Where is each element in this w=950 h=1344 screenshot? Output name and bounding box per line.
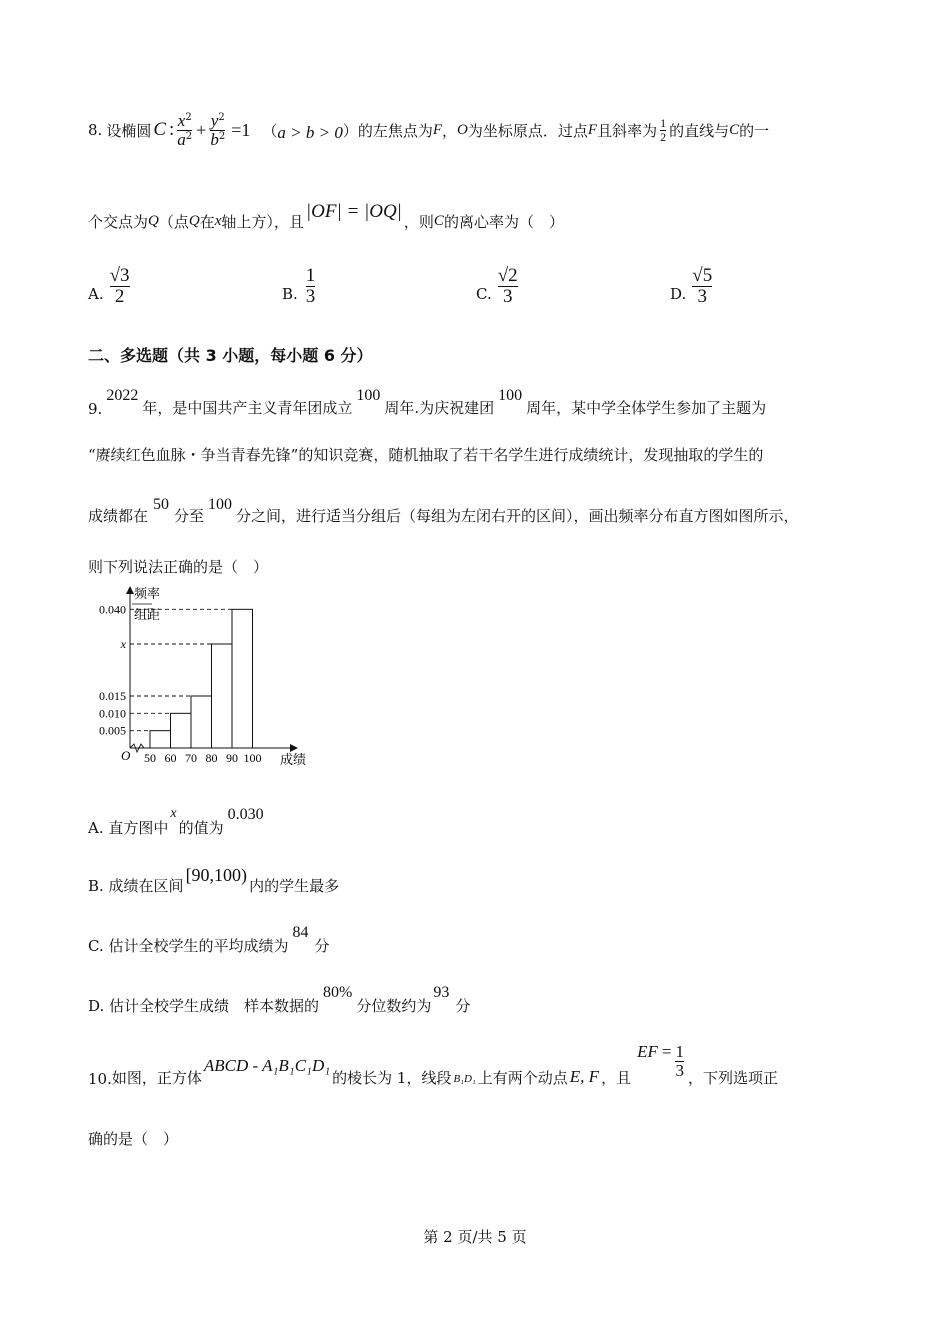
q9-n100c: 100 <box>208 496 233 513</box>
x-tick-label-1: 50 <box>144 751 156 765</box>
q9-option-a[interactable] <box>88 798 264 838</box>
q9-line1 <box>88 378 766 418</box>
y-tick-label-5: 0.040 <box>99 602 126 617</box>
q8-line2 <box>88 198 564 244</box>
q8-option-c-label: C. <box>476 285 492 303</box>
q8-option-d-den: 3 <box>697 285 707 307</box>
q10-segment: B₁D₁ <box>453 1073 476 1085</box>
q8-number: 8. <box>88 121 103 139</box>
x-axis-arrow <box>290 744 298 752</box>
q8-line2c: 在 <box>199 212 215 231</box>
q10-number: 10. <box>88 1070 112 1088</box>
q10-frac-num: 1 <box>675 1042 684 1062</box>
histogram-bar-4 <box>212 644 233 748</box>
q10-line1 <box>88 1038 778 1088</box>
q8-part1c: 且斜率为 <box>597 121 658 140</box>
q9-option-c-val: 84 <box>292 924 309 941</box>
q9-l3a: 成绩都在 <box>88 507 149 525</box>
q8-line2f: 的离心率为（ ） <box>443 212 564 231</box>
q8-options <box>88 258 808 314</box>
q8-F2: F <box>587 121 598 138</box>
y-axis-label-bottom: 组距 <box>134 607 161 622</box>
q8-option-d-label: D. <box>670 285 687 303</box>
histogram-bar-3 <box>191 696 212 748</box>
q8-option-b-den: 3 <box>305 285 316 307</box>
q9-p2: 周年.为庆祝建团 <box>384 399 495 417</box>
q8-option-d-num: √5 <box>692 264 713 286</box>
q8-lead: 设椭圆 <box>106 121 152 140</box>
q10-ef: EF <box>637 1041 658 1061</box>
q8-frac-y <box>210 112 225 149</box>
y-tick-label-1: 0.005 <box>99 723 126 738</box>
x-tick-label-4: 80 <box>205 751 218 765</box>
q8-slope-num: 1 <box>660 115 667 130</box>
q8-part1d: 的直线与 <box>669 121 730 140</box>
q9-p1: 年，是中国共产主义青年团成立 <box>142 399 353 417</box>
q8-option-b[interactable] <box>282 258 315 314</box>
q8-line2a: 个交点为 <box>88 212 149 231</box>
q9-line4: 则下列说法正确的是（ ） <box>88 558 269 576</box>
q9-option-d-pct: 80% <box>323 984 353 1001</box>
q8-option-a[interactable] <box>88 258 130 314</box>
q9-l3c: 分之间，进行适当分组后（每组为左闭右开的区间），画出频率分布直方图如图所示， <box>236 507 799 525</box>
q8-b-exp: 2 <box>218 130 226 142</box>
q9-n100a: 100 <box>356 387 381 404</box>
q8-eq-one: =1 <box>231 119 251 140</box>
q8-C2: C <box>433 212 444 229</box>
q8-x-exp: 2 <box>185 111 192 123</box>
q8-b: b <box>210 129 219 149</box>
histogram-bar-1 <box>150 731 171 748</box>
q9-option-b-pre: B. 成绩在区间 <box>88 877 184 895</box>
x-tick-label-5: 90 <box>226 751 238 765</box>
q8-a-exp: 2 <box>185 130 193 142</box>
x-tick-label-6: 100 <box>243 751 262 765</box>
section-title: 二、多选题（共 3 小题，每小题 6 分） <box>88 346 373 365</box>
q8-ellipse-colon: : <box>169 119 175 140</box>
q8-x-axis: x <box>214 212 222 229</box>
q8-line1: 8. 设椭圆 C : $\frac{x^2}{a^2}$ + $\frac{y^2}{b^2}$ =1 （ a > b > 0 ） 的左焦点为 F ， O 为坐标原点．过点 F 且斜率为 $\frac{1}{2}$ 的直线与 C 的一 <box>88 110 770 149</box>
q8-a: a <box>177 129 186 149</box>
q8-line2d: 轴上方），且 <box>221 212 304 231</box>
q8-Q2: Q <box>188 212 200 229</box>
q9-option-a-x: x <box>170 806 177 821</box>
q8-option-c-den: 3 <box>502 285 513 307</box>
y-tick-label-3: 0.015 <box>99 689 126 703</box>
y-axis-arrow <box>126 586 134 594</box>
q8-line2e: ，则 <box>403 212 434 231</box>
q9-p3: 周年，某中学全体学生参加了主题为 <box>526 399 767 417</box>
q9-option-a-val: 0.030 <box>227 806 264 823</box>
q8-slope <box>660 117 666 143</box>
q8-option-d[interactable] <box>670 258 712 314</box>
q9-option-c-post: 分 <box>314 937 330 955</box>
q8-option-b-label: B. <box>282 285 298 303</box>
y-tick-label-2: 0.010 <box>99 706 126 721</box>
q8-option-b-num: 1 <box>305 264 316 286</box>
q9-option-d-pre: D. 估计全校学生成绩 样本数据的 <box>88 997 320 1015</box>
q9-year: 2022 <box>106 387 139 404</box>
q8-part1a: 的左焦点为 <box>357 121 433 140</box>
q9-option-d-post: 分 <box>455 997 471 1015</box>
q8-line2b: （点 <box>158 212 189 231</box>
q10-p5: ，下列选项正 <box>687 1069 778 1087</box>
q10-ef-equation <box>637 1043 684 1080</box>
q9-l3b: 分至 <box>174 507 205 525</box>
q9-number: 9. <box>88 400 103 418</box>
histogram-bar-2 <box>171 713 192 748</box>
q8-F: F <box>432 121 443 138</box>
q8-part1b: 为坐标原点．过点 <box>467 121 588 140</box>
q8-slope-den: 2 <box>660 129 667 144</box>
q8-Q: Q <box>148 212 159 229</box>
q8-O: O <box>457 121 468 138</box>
q9-line3 <box>88 490 799 526</box>
q10-p3: 上有两个动点 <box>477 1069 568 1087</box>
q8-y-exp: 2 <box>218 111 225 123</box>
page-footer: 第 2 页/共 5 页 <box>423 1228 527 1246</box>
q8-part1e: 的一 <box>739 121 770 140</box>
q10-points: E, F <box>569 1067 600 1086</box>
q9-option-d[interactable] <box>88 976 470 1016</box>
q9-option-b[interactable] <box>88 856 339 896</box>
q10-frac-den: 3 <box>675 1061 684 1081</box>
q8-option-c[interactable] <box>476 258 518 314</box>
origin-label: O <box>121 748 131 763</box>
q9-line2: “赓续红色血脉・争当青春先锋”的知识竞赛，随机抽取了若干名学生进行成绩统计，发现抽取的学生的 <box>88 446 764 464</box>
q9-option-c-pre: C. 估计全校学生的平均成绩为 <box>88 937 289 955</box>
histogram <box>86 582 316 772</box>
q9-option-a-mid: 的值为 <box>178 819 224 837</box>
q10-p1: 如图，正方体 <box>111 1069 202 1087</box>
q9-option-b-post: 内的学生最多 <box>249 877 340 895</box>
q9-option-a-pre: A. 直方图中 <box>88 819 169 837</box>
q8-C: C <box>729 121 740 138</box>
q9-option-d-val: 93 <box>433 984 450 1001</box>
q8-ellipse-c: C <box>153 119 167 140</box>
q9-n50: 50 <box>153 496 170 513</box>
histogram-bar-5 <box>232 609 253 748</box>
q8-frac-x <box>177 112 192 149</box>
q8-option-a-label: A. <box>88 285 104 303</box>
q10-cube: ABCD - A₁B₁C₁D₁ <box>203 1056 331 1075</box>
q9-option-c[interactable] <box>88 916 330 956</box>
q10-line2: 确的是（ ） <box>88 1130 179 1148</box>
y-tick-label-4: x <box>120 637 126 651</box>
q10-eq: = <box>661 1041 672 1061</box>
q8-x: x <box>177 110 186 130</box>
q8-condition: a > b > 0 <box>277 123 343 142</box>
x-tick-label-2: 60 <box>164 751 177 765</box>
q8-comma: ， <box>442 121 458 140</box>
q8-y: y <box>210 110 219 130</box>
x-axis-label: 成绩 <box>280 752 307 767</box>
x-tick-label-3: 70 <box>185 751 197 765</box>
q8-option-a-num: √3 <box>109 264 130 286</box>
q8-option-c-num: √2 <box>497 264 518 286</box>
q10-p4: ，且 <box>601 1069 632 1087</box>
q9-option-b-interval: [90,100) <box>185 865 248 885</box>
q9-n100b: 100 <box>498 387 523 404</box>
q8-abs-cond: |OF| = |OQ| <box>305 201 402 222</box>
q8-option-a-den: 2 <box>114 285 125 307</box>
y-axis-label-top: 频率 <box>134 586 161 601</box>
q10-p2: 的棱长为 1，线段 <box>332 1069 452 1087</box>
q9-option-d-mid: 分位数约为 <box>356 997 432 1015</box>
